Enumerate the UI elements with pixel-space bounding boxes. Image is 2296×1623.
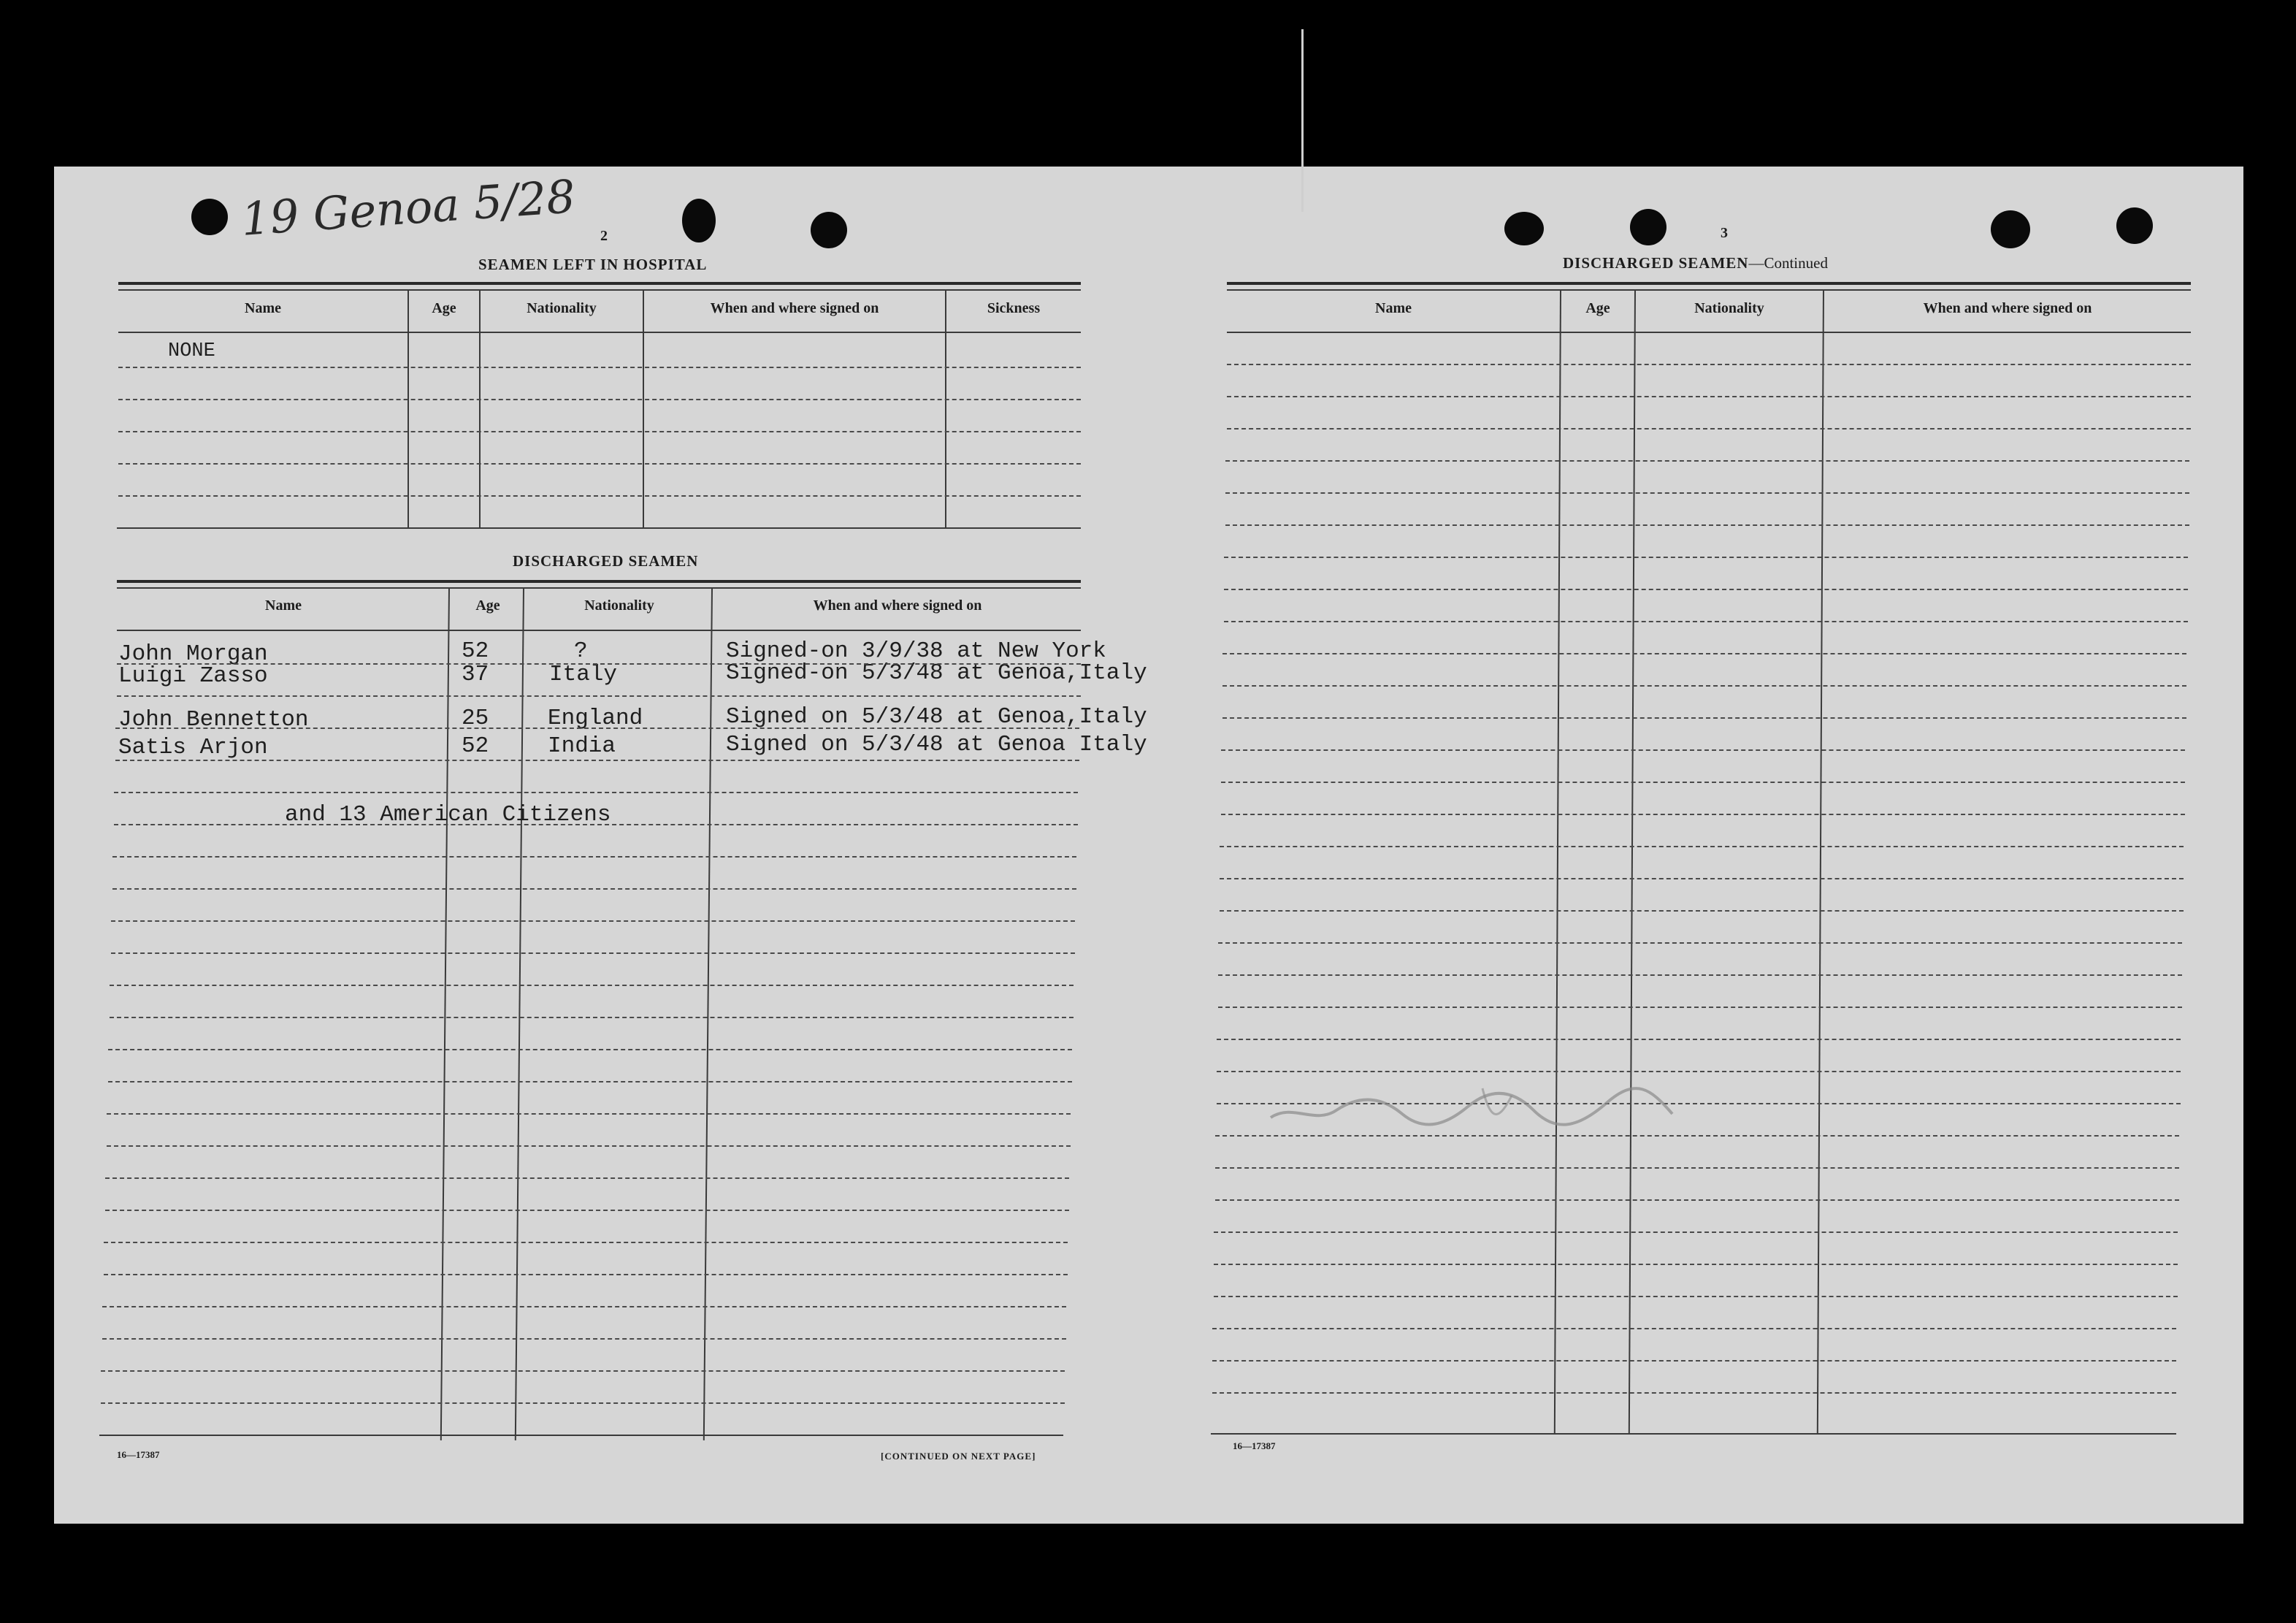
punch-hole — [682, 199, 716, 243]
punch-hole — [1991, 210, 2030, 248]
bleed-through-signature — [1263, 1074, 1687, 1139]
discharged-continued-title: DISCHARGED SEAMEN—Continued — [1563, 254, 1828, 272]
page-number: 2 — [600, 228, 608, 244]
seaman-signed-on: Signed-on 5/3/48 at Genoa,Italy — [726, 660, 1147, 686]
column-header: Nationality — [527, 300, 597, 316]
seaman-nationality: England — [548, 706, 643, 731]
seaman-nationality: ? — [574, 638, 588, 664]
form-number: 16—17387 — [117, 1449, 160, 1460]
page-number: 3 — [1721, 225, 1728, 241]
hospital-section-title: SEAMEN LEFT IN HOSPITAL — [478, 256, 708, 273]
hospital-entry: NONE — [168, 340, 215, 362]
column-header: Sickness — [987, 300, 1041, 316]
column-header: Nationality — [1694, 300, 1764, 316]
column-header: Age — [475, 597, 500, 614]
seaman-nationality: Italy — [549, 662, 618, 687]
seaman-signed-on: Signed on 5/3/48 at Genoa,Italy — [726, 704, 1147, 730]
seaman-age: 37 — [462, 662, 489, 687]
seaman-name: John Bennetton — [118, 707, 309, 733]
scan-crease — [1301, 29, 1304, 212]
punch-hole — [1630, 209, 1666, 245]
column-header: Nationality — [584, 597, 654, 614]
seaman-signed-on: Signed on 5/3/48 at Genoa Italy — [726, 732, 1147, 757]
seaman-signed-on: Signed-on 3/9/38 at New York — [726, 638, 1106, 664]
seaman-age: 52 — [462, 733, 489, 759]
column-header: Name — [265, 597, 302, 614]
column-header: When and where signed on — [710, 300, 879, 316]
column-header: Age — [1585, 300, 1610, 316]
column-header: Name — [245, 300, 281, 316]
discharged-section-title: DISCHARGED SEAMEN — [513, 552, 699, 570]
seaman-name: Satis Arjon — [118, 735, 268, 760]
punch-hole — [811, 212, 847, 248]
column-header: When and where signed on — [813, 597, 982, 614]
seaman-nationality: India — [548, 733, 616, 759]
seaman-name: John Morgan — [118, 641, 268, 667]
continued-note: [CONTINUED ON NEXT PAGE] — [881, 1451, 1036, 1462]
column-header: When and where signed on — [1923, 300, 2092, 316]
punch-hole — [1504, 212, 1544, 245]
american-citizens-note: and 13 American Citizens — [285, 802, 611, 828]
column-header: Name — [1375, 300, 1412, 316]
column-header: Age — [432, 300, 456, 316]
document-sheet — [54, 167, 2243, 1524]
seaman-age: 52 — [462, 638, 489, 664]
form-number: 16—17387 — [1233, 1440, 1276, 1451]
seaman-name: Luigi Zasso — [118, 663, 268, 689]
handwritten-note: 19 Genoa 5/28 — [240, 169, 577, 246]
punch-hole — [191, 199, 228, 235]
seaman-age: 25 — [462, 706, 489, 731]
punch-hole — [2116, 207, 2153, 244]
